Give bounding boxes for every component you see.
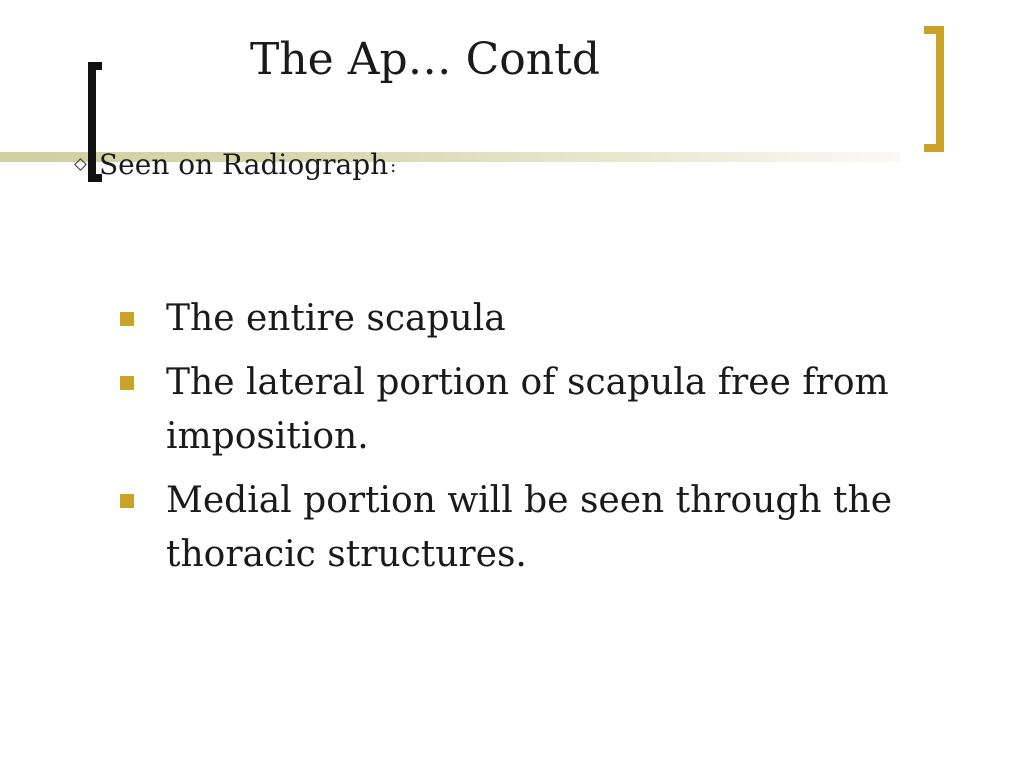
square-bullet-icon [120,376,134,390]
bullet-item [118,356,958,464]
slide-title: The Ap… Contd [250,34,600,85]
bullet-text: Medial portion will be seen through the thoracic structures. [166,480,893,575]
subheading-text: Seen on Radiograph [99,147,389,181]
bullet-text: The entire scapula [166,298,506,339]
subheading [72,142,396,186]
square-bullet-icon [120,312,134,326]
diamond-bullet-icon [74,158,87,171]
bullet-list [118,292,958,592]
bullet-item [118,474,958,582]
bullet-text: The lateral portion of scapula free from imposition. [166,362,889,457]
subheading-colon: : [390,155,397,177]
bullet-item [118,292,958,346]
right-bracket-decoration [924,26,944,152]
square-bullet-icon [120,494,134,508]
